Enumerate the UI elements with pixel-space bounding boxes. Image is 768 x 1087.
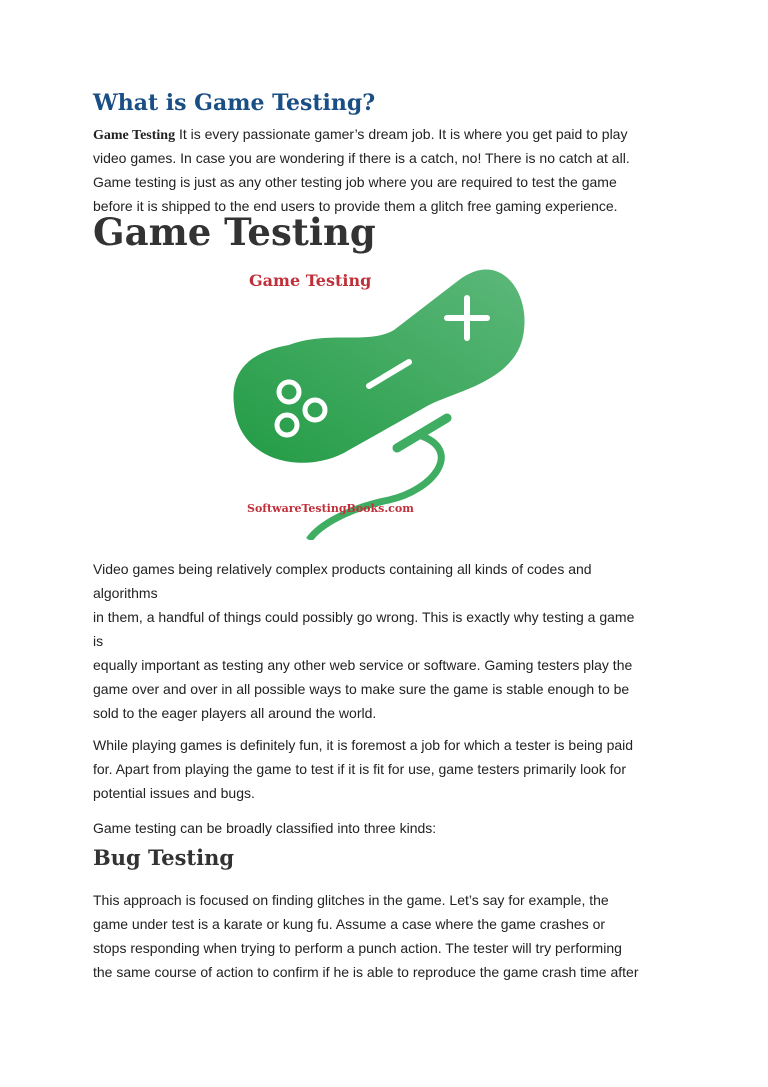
paragraph-3 — [93, 816, 436, 840]
text-line: for. Apart from playing the game to test if it is fit for use, game testers primarily look for — [93, 761, 626, 777]
big-title: Game Testing — [93, 210, 376, 254]
gamepad-icon — [229, 250, 539, 540]
section-heading: What is Game Testing? — [93, 90, 376, 116]
text-line: Game testing can be broadly classified into three kinds: — [93, 820, 437, 836]
text-line: is — [93, 633, 104, 649]
subheading: Bug Testing — [93, 845, 235, 870]
text-line: stops responding when trying to perform a punch action. The tester will try performing — [93, 940, 622, 956]
logo-site: SoftwareTestingBooks.com — [247, 502, 414, 515]
text-line: game under test is a karate or kung fu. Assume a case where the game crashes or — [93, 916, 606, 932]
paragraph-1 — [93, 557, 634, 725]
game-testing-logo — [229, 250, 539, 540]
intro-lead: Game Testing — [93, 128, 176, 143]
intro-paragraph — [93, 122, 630, 218]
text-line: the same course of action to confirm if he is able to reproduce the game crash time after — [93, 964, 639, 980]
text-line: potential issues and bugs. — [93, 785, 255, 801]
text-line: Video games being relatively complex products containing all kinds of codes and — [93, 561, 592, 577]
text-line: algorithms — [93, 585, 158, 601]
text-line: video games. In case you are wondering if there is a catch, no! There is no catch at all. — [93, 150, 630, 166]
logo-title: Game Testing — [249, 271, 372, 290]
text-line: This approach is focused on finding glitches in the game. Let’s say for example, the — [93, 892, 609, 908]
text-line: sold to the eager players all around the world. — [93, 705, 377, 721]
text-line: game over and over in all possible ways to make sure the game is stable enough to be — [93, 681, 630, 697]
paragraph-2 — [93, 733, 633, 805]
text-line: before it is shipped to the end users to provide them a glitch free gaming experience. — [93, 198, 618, 214]
text-line: in them, a handful of things could possibly go wrong. This is exactly why testing a game — [93, 609, 635, 625]
text-line: While playing games is definitely fun, it is foremost a job for which a tester is being paid — [93, 737, 634, 753]
text-line: equally important as testing any other web service or software. Gaming testers play the — [93, 657, 633, 673]
text-line: It is every passionate gamer’s dream job. It is where you get paid to play — [175, 126, 628, 142]
text-line: Game testing is just as any other testing job where you are required to test the game — [93, 174, 617, 190]
paragraph-4 — [93, 888, 639, 984]
